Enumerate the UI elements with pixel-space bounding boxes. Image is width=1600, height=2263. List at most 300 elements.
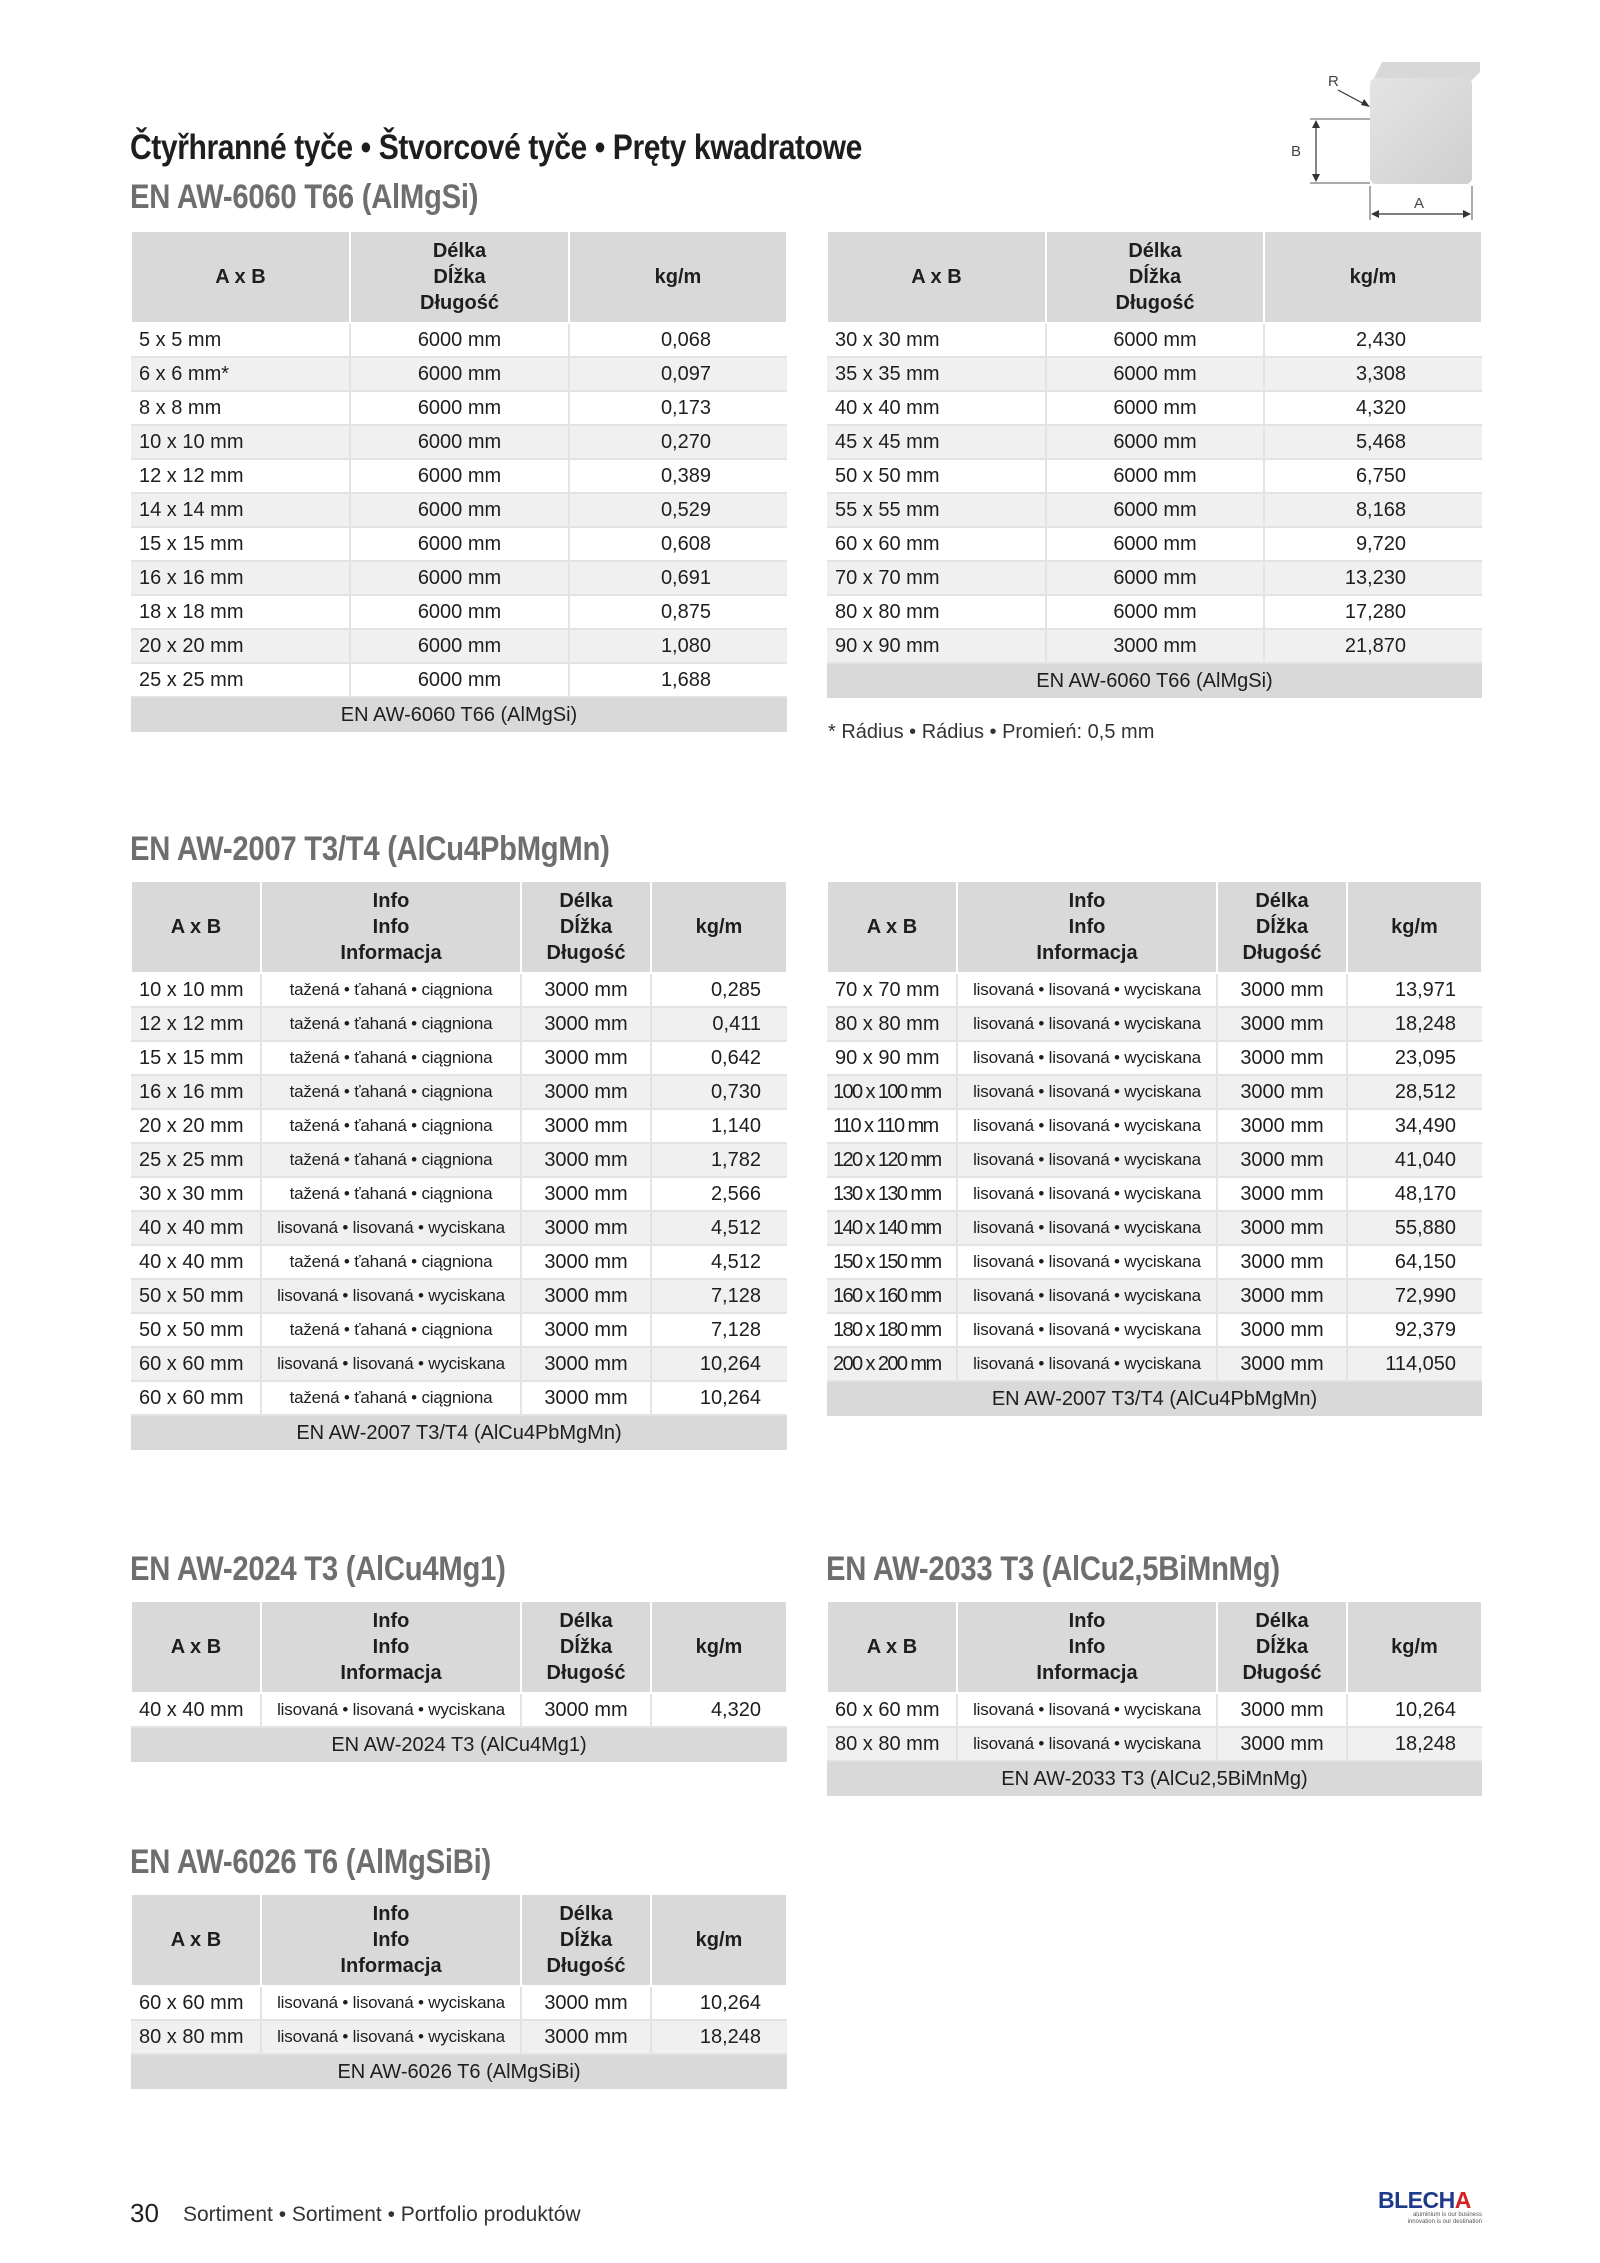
col-header-ab: A x B: [131, 1601, 261, 1693]
logo-main-text: BLECH: [1378, 2187, 1455, 2213]
cell-kg-per-m: 23,095: [1347, 1041, 1482, 1075]
table-footer-alloy: EN AW-6026 T6 (AlMgSiBi): [131, 2054, 787, 2089]
cell-kg-per-m: 1,688: [569, 663, 787, 697]
cell-length: 6000 mm: [350, 391, 569, 425]
table-row: [131, 973, 787, 1007]
cell-info: lisovaná • lisovaná • wyciskana: [261, 1347, 521, 1381]
table-footer-alloy: EN AW-2024 T3 (AlCu4Mg1): [131, 1727, 787, 1762]
cell-length: 3000 mm: [1217, 1177, 1347, 1211]
table-row: [131, 1313, 787, 1347]
cell-dimensions: 90 x 90 mm: [827, 1041, 957, 1075]
cell-kg-per-m: 18,248: [651, 2020, 787, 2054]
cell-length: 3000 mm: [521, 1007, 651, 1041]
cell-kg-per-m: 48,170: [1347, 1177, 1482, 1211]
cell-length: 3000 mm: [1217, 1143, 1347, 1177]
col-header-length: Délka Dĺžka Długość: [521, 1894, 651, 1986]
cell-info: lisovaná • lisovaná • wyciskana: [957, 1245, 1217, 1279]
cell-kg-per-m: 4,320: [1264, 391, 1482, 425]
cell-dimensions: 150 x 150 mm: [827, 1245, 957, 1279]
cell-length: 3000 mm: [1217, 1279, 1347, 1313]
cell-info: lisovaná • lisovaná • wyciskana: [261, 2020, 521, 2054]
page-title: Čtyřhranné tyče • Štvorcové tyče • Pręty kwadratowe: [130, 128, 862, 167]
cell-length: 3000 mm: [521, 1075, 651, 1109]
cell-length: 3000 mm: [1217, 973, 1347, 1007]
table-row: [827, 425, 1482, 459]
cell-kg-per-m: 114,050: [1347, 1347, 1482, 1381]
cell-info: lisovaná • lisovaná • wyciskana: [261, 1986, 521, 2020]
cell-length: 3000 mm: [1217, 1693, 1347, 1727]
cell-dimensions: 16 x 16 mm: [131, 1075, 261, 1109]
cell-dimensions: 35 x 35 mm: [827, 357, 1046, 391]
cell-length: 3000 mm: [1217, 1041, 1347, 1075]
cell-kg-per-m: 1,080: [569, 629, 787, 663]
cell-dimensions: 25 x 25 mm: [131, 1143, 261, 1177]
col-header-ab: A x B: [131, 1894, 261, 1986]
cell-dimensions: 40 x 40 mm: [131, 1245, 261, 1279]
cell-length: 3000 mm: [521, 2020, 651, 2054]
table-header-row: [131, 231, 787, 323]
footer-text: Sortiment • Sortiment • Portfolio produktów: [183, 2203, 581, 2226]
cell-kg-per-m: 4,512: [651, 1211, 787, 1245]
table-row: [131, 1143, 787, 1177]
cell-kg-per-m: 13,230: [1264, 561, 1482, 595]
table-row: [131, 1007, 787, 1041]
cell-kg-per-m: 0,529: [569, 493, 787, 527]
table-row: [131, 1211, 787, 1245]
cell-dimensions: 55 x 55 mm: [827, 493, 1046, 527]
col-header-length: Délka Dĺžka Długość: [350, 231, 569, 323]
cell-kg-per-m: 6,750: [1264, 459, 1482, 493]
table-header-row: [827, 1601, 1482, 1693]
col-header-length: Délka Dĺžka Długość: [521, 1601, 651, 1693]
table-row: [131, 1075, 787, 1109]
cell-dimensions: 60 x 60 mm: [827, 527, 1046, 561]
table-footer-alloy: EN AW-2007 T3/T4 (AlCu4PbMgMn): [131, 1415, 787, 1450]
blecha-logo: [1378, 2188, 1482, 2228]
cell-kg-per-m: 13,971: [1347, 973, 1482, 1007]
table-footer-alloy: EN AW-6060 T66 (AlMgSi): [131, 697, 787, 732]
table-row: [827, 357, 1482, 391]
cell-info: tažená • ťahaná • ciągniona: [261, 973, 521, 1007]
cell-info: lisovaná • lisovaná • wyciskana: [261, 1211, 521, 1245]
cell-length: 3000 mm: [521, 1313, 651, 1347]
cell-info: lisovaná • lisovaná • wyciskana: [957, 973, 1217, 1007]
table-row: [131, 629, 787, 663]
col-header-ab: A x B: [131, 231, 350, 323]
col-header-kgm: kg/m: [1347, 881, 1482, 973]
table-6060-small: [130, 230, 788, 732]
table-row: [827, 973, 1482, 1007]
col-header-kgm: kg/m: [569, 231, 787, 323]
cell-kg-per-m: 92,379: [1347, 1313, 1482, 1347]
cell-dimensions: 90 x 90 mm: [827, 629, 1046, 663]
cell-length: 6000 mm: [1046, 357, 1264, 391]
col-header-info: Info Info Informacja: [261, 1601, 521, 1693]
cell-kg-per-m: 10,264: [1347, 1693, 1482, 1727]
cell-dimensions: 12 x 12 mm: [131, 459, 350, 493]
cell-length: 3000 mm: [521, 1041, 651, 1075]
cell-length: 6000 mm: [350, 493, 569, 527]
cell-kg-per-m: 1,782: [651, 1143, 787, 1177]
table-row: [827, 1041, 1482, 1075]
table-6060-large: [826, 230, 1483, 698]
cell-length: 6000 mm: [350, 595, 569, 629]
col-header-ab: A x B: [827, 1601, 957, 1693]
cell-length: 3000 mm: [521, 1143, 651, 1177]
cell-length: 3000 mm: [1217, 1211, 1347, 1245]
table-row: [131, 1109, 787, 1143]
cell-length: 3000 mm: [1217, 1347, 1347, 1381]
cell-info: lisovaná • lisovaná • wyciskana: [957, 1693, 1217, 1727]
table-row: [827, 323, 1482, 357]
cell-dimensions: 60 x 60 mm: [131, 1381, 261, 1415]
table-row: [827, 1007, 1482, 1041]
col-header-kgm: kg/m: [651, 881, 787, 973]
table-row: [131, 1347, 787, 1381]
cell-kg-per-m: 7,128: [651, 1279, 787, 1313]
cell-dimensions: 40 x 40 mm: [131, 1211, 261, 1245]
cell-kg-per-m: 10,264: [651, 1347, 787, 1381]
square-bar-profile-diagram: [1290, 62, 1480, 222]
table-row: [131, 357, 787, 391]
cell-info: lisovaná • lisovaná • wyciskana: [261, 1693, 521, 1727]
col-header-kgm: kg/m: [1347, 1601, 1482, 1693]
cell-kg-per-m: 0,691: [569, 561, 787, 595]
table-footer-alloy: EN AW-6060 T66 (AlMgSi): [827, 663, 1482, 698]
cell-dimensions: 80 x 80 mm: [131, 2020, 261, 2054]
cell-dimensions: 20 x 20 mm: [131, 629, 350, 663]
cell-dimensions: 50 x 50 mm: [131, 1313, 261, 1347]
cell-dimensions: 130 x 130 mm: [827, 1177, 957, 1211]
table-row: [827, 595, 1482, 629]
cell-dimensions: 18 x 18 mm: [131, 595, 350, 629]
cell-dimensions: 40 x 40 mm: [131, 1693, 261, 1727]
table-row: [827, 1177, 1482, 1211]
cell-length: 6000 mm: [1046, 527, 1264, 561]
cell-info: lisovaná • lisovaná • wyciskana: [957, 1211, 1217, 1245]
cell-dimensions: 16 x 16 mm: [131, 561, 350, 595]
cell-dimensions: 60 x 60 mm: [131, 1347, 261, 1381]
table-header-row: [131, 881, 787, 973]
cell-length: 3000 mm: [1217, 1313, 1347, 1347]
cell-kg-per-m: 3,308: [1264, 357, 1482, 391]
cell-kg-per-m: 55,880: [1347, 1211, 1482, 1245]
cell-dimensions: 200 x 200 mm: [827, 1347, 957, 1381]
table-row: [131, 1693, 787, 1727]
table-row: [131, 1041, 787, 1075]
table-row: [827, 561, 1482, 595]
cell-length: 6000 mm: [1046, 459, 1264, 493]
cell-dimensions: 12 x 12 mm: [131, 1007, 261, 1041]
table-header-row: [827, 881, 1482, 973]
cell-info: tažená • ťahaná • ciągniona: [261, 1007, 521, 1041]
table-row: [131, 459, 787, 493]
diagram-label-b: B: [1291, 143, 1302, 160]
bar-front-face: [1370, 78, 1472, 184]
col-header-kgm: kg/m: [651, 1894, 787, 1986]
table-header-row: [131, 1601, 787, 1693]
cell-info: lisovaná • lisovaná • wyciskana: [957, 1007, 1217, 1041]
cell-length: 3000 mm: [521, 1986, 651, 2020]
cell-length: 6000 mm: [350, 663, 569, 697]
cell-length: 6000 mm: [1046, 323, 1264, 357]
cell-kg-per-m: 0,068: [569, 323, 787, 357]
cell-kg-per-m: 21,870: [1264, 629, 1482, 663]
cell-length: 3000 mm: [1217, 1007, 1347, 1041]
cell-dimensions: 70 x 70 mm: [827, 973, 957, 1007]
cell-dimensions: 15 x 15 mm: [131, 527, 350, 561]
table-row: [827, 629, 1482, 663]
page-subtitle: EN AW-6060 T66 (AlMgSi): [130, 178, 479, 216]
cell-dimensions: 6 x 6 mm*: [131, 357, 350, 391]
logo-wordmark: [1378, 2188, 1482, 2212]
cell-dimensions: 25 x 25 mm: [131, 663, 350, 697]
cell-length: 3000 mm: [521, 1347, 651, 1381]
table-row: [827, 1279, 1482, 1313]
cell-dimensions: 45 x 45 mm: [827, 425, 1046, 459]
cell-kg-per-m: 1,140: [651, 1109, 787, 1143]
cell-dimensions: 10 x 10 mm: [131, 425, 350, 459]
section-title-2024: EN AW-2024 T3 (AlCu4Mg1): [130, 1550, 506, 1588]
table-row: [827, 1727, 1482, 1761]
cell-dimensions: 80 x 80 mm: [827, 1007, 957, 1041]
cell-kg-per-m: 41,040: [1347, 1143, 1482, 1177]
table-row: [827, 1693, 1482, 1727]
col-header-kgm: kg/m: [651, 1601, 787, 1693]
cell-dimensions: 15 x 15 mm: [131, 1041, 261, 1075]
table-row: [827, 1075, 1482, 1109]
cell-info: tažená • ťahaná • ciągniona: [261, 1313, 521, 1347]
col-header-info: Info Info Informacja: [957, 881, 1217, 973]
cell-length: 3000 mm: [521, 1177, 651, 1211]
cell-kg-per-m: 0,389: [569, 459, 787, 493]
cell-kg-per-m: 34,490: [1347, 1109, 1482, 1143]
section-title-2033: EN AW-2033 T3 (AlCu2,5BiMnMg): [826, 1550, 1280, 1588]
diagram-label-r: R: [1328, 73, 1339, 90]
cell-length: 6000 mm: [350, 459, 569, 493]
cell-kg-per-m: 0,173: [569, 391, 787, 425]
cell-dimensions: 50 x 50 mm: [131, 1279, 261, 1313]
table-row: [827, 459, 1482, 493]
section-title-2007: EN AW-2007 T3/T4 (AlCu4PbMgMn): [130, 830, 610, 868]
table-header-row: [131, 1894, 787, 1986]
table-row: [131, 425, 787, 459]
col-header-length: Délka Dĺžka Długość: [1217, 1601, 1347, 1693]
cell-kg-per-m: 17,280: [1264, 595, 1482, 629]
cell-kg-per-m: 2,430: [1264, 323, 1482, 357]
cell-kg-per-m: 0,411: [651, 1007, 787, 1041]
cell-info: tažená • ťahaná • ciągniona: [261, 1381, 521, 1415]
cell-dimensions: 50 x 50 mm: [827, 459, 1046, 493]
cell-info: lisovaná • lisovaná • wyciskana: [957, 1177, 1217, 1211]
cell-length: 6000 mm: [350, 527, 569, 561]
cell-kg-per-m: 0,642: [651, 1041, 787, 1075]
table-row: [827, 1313, 1482, 1347]
cell-info: lisovaná • lisovaná • wyciskana: [261, 1279, 521, 1313]
cell-kg-per-m: 4,512: [651, 1245, 787, 1279]
page-number: 30: [130, 2198, 159, 2228]
cell-length: 3000 mm: [521, 1245, 651, 1279]
cell-info: lisovaná • lisovaná • wyciskana: [957, 1347, 1217, 1381]
table-row: [827, 1109, 1482, 1143]
cell-dimensions: 30 x 30 mm: [827, 323, 1046, 357]
table-footer-alloy: EN AW-2033 T3 (AlCu2,5BiMnMg): [827, 1761, 1482, 1796]
cell-kg-per-m: 0,097: [569, 357, 787, 391]
cell-kg-per-m: 0,608: [569, 527, 787, 561]
cell-kg-per-m: 7,128: [651, 1313, 787, 1347]
cell-dimensions: 30 x 30 mm: [131, 1177, 261, 1211]
cell-length: 3000 mm: [521, 1279, 651, 1313]
cell-kg-per-m: 28,512: [1347, 1075, 1482, 1109]
cell-info: tažená • ťahaná • ciągniona: [261, 1041, 521, 1075]
cell-dimensions: 60 x 60 mm: [131, 1986, 261, 2020]
table-row: [131, 663, 787, 697]
table-row: [827, 391, 1482, 425]
cell-length: 3000 mm: [1217, 1109, 1347, 1143]
table-2024: [130, 1600, 788, 1762]
cell-info: tažená • ťahaná • ciągniona: [261, 1143, 521, 1177]
table-row: [827, 1347, 1482, 1381]
table-row: [131, 527, 787, 561]
table-6026: [130, 1893, 788, 2089]
cell-length: 3000 mm: [1046, 629, 1264, 663]
col-header-length: Délka Dĺžka Długość: [521, 881, 651, 973]
cell-info: tažená • ťahaná • ciągniona: [261, 1177, 521, 1211]
cell-kg-per-m: 18,248: [1347, 1007, 1482, 1041]
cell-kg-per-m: 4,320: [651, 1693, 787, 1727]
col-header-ab: A x B: [827, 881, 957, 973]
cell-info: lisovaná • lisovaná • wyciskana: [957, 1727, 1217, 1761]
table-row: [131, 2020, 787, 2054]
logo-tagline: aluminium is our business innovation is our destination: [1407, 2212, 1482, 2225]
cell-kg-per-m: 0,270: [569, 425, 787, 459]
table-row: [827, 1245, 1482, 1279]
cell-dimensions: 160 x 160 mm: [827, 1279, 957, 1313]
cell-kg-per-m: 0,730: [651, 1075, 787, 1109]
cell-kg-per-m: 0,875: [569, 595, 787, 629]
cell-length: 6000 mm: [1046, 425, 1264, 459]
cell-dimensions: 120 x 120 mm: [827, 1143, 957, 1177]
cell-dimensions: 100 x 100 mm: [827, 1075, 957, 1109]
cell-length: 6000 mm: [350, 323, 569, 357]
cell-length: 3000 mm: [521, 1109, 651, 1143]
cell-kg-per-m: 5,468: [1264, 425, 1482, 459]
col-header-length: Délka Dĺžka Długość: [1046, 231, 1264, 323]
cell-kg-per-m: 18,248: [1347, 1727, 1482, 1761]
col-header-info: Info Info Informacja: [261, 881, 521, 973]
cell-length: 6000 mm: [350, 357, 569, 391]
cell-dimensions: 110 x 110 mm: [827, 1109, 957, 1143]
table-row: [131, 1279, 787, 1313]
table-2033: [826, 1600, 1483, 1796]
cell-length: 3000 mm: [521, 1211, 651, 1245]
cell-dimensions: 70 x 70 mm: [827, 561, 1046, 595]
cell-info: tažená • ťahaná • ciągniona: [261, 1109, 521, 1143]
cell-length: 3000 mm: [1217, 1245, 1347, 1279]
section-title-6026: EN AW-6026 T6 (AlMgSiBi): [130, 1843, 491, 1881]
cell-kg-per-m: 72,990: [1347, 1279, 1482, 1313]
cell-dimensions: 8 x 8 mm: [131, 391, 350, 425]
col-header-info: Info Info Informacja: [957, 1601, 1217, 1693]
cell-info: lisovaná • lisovaná • wyciskana: [957, 1041, 1217, 1075]
table-row: [131, 1381, 787, 1415]
cell-info: lisovaná • lisovaná • wyciskana: [957, 1109, 1217, 1143]
cell-kg-per-m: 2,566: [651, 1177, 787, 1211]
cell-dimensions: 180 x 180 mm: [827, 1313, 957, 1347]
cell-kg-per-m: 64,150: [1347, 1245, 1482, 1279]
cell-info: tažená • ťahaná • ciągniona: [261, 1075, 521, 1109]
cell-length: 6000 mm: [1046, 493, 1264, 527]
cell-dimensions: 80 x 80 mm: [827, 1727, 957, 1761]
table-row: [827, 493, 1482, 527]
cell-kg-per-m: 8,168: [1264, 493, 1482, 527]
col-header-ab: A x B: [131, 881, 261, 973]
table-2007-left: [130, 880, 788, 1450]
cell-dimensions: 140 x 140 mm: [827, 1211, 957, 1245]
cell-length: 6000 mm: [1046, 391, 1264, 425]
cell-info: lisovaná • lisovaná • wyciskana: [957, 1075, 1217, 1109]
table-row: [827, 1211, 1482, 1245]
table-2007-right: [826, 880, 1483, 1416]
radius-footnote: * Rádius • Rádius • Promień: 0,5 mm: [828, 721, 1155, 743]
cell-kg-per-m: 0,285: [651, 973, 787, 1007]
col-header-ab: A x B: [827, 231, 1046, 323]
table-row: [131, 1177, 787, 1211]
cell-kg-per-m: 10,264: [651, 1986, 787, 2020]
cell-length: 3000 mm: [1217, 1075, 1347, 1109]
table-footer-alloy: EN AW-2007 T3/T4 (AlCu4PbMgMn): [827, 1381, 1482, 1416]
col-header-kgm: kg/m: [1264, 231, 1482, 323]
cell-dimensions: 5 x 5 mm: [131, 323, 350, 357]
cell-dimensions: 10 x 10 mm: [131, 973, 261, 1007]
cell-length: 6000 mm: [1046, 561, 1264, 595]
cell-dimensions: 40 x 40 mm: [827, 391, 1046, 425]
cell-length: 6000 mm: [350, 425, 569, 459]
cell-length: 3000 mm: [521, 1381, 651, 1415]
cell-dimensions: 20 x 20 mm: [131, 1109, 261, 1143]
cell-info: tažená • ťahaná • ciągniona: [261, 1245, 521, 1279]
table-row: [131, 391, 787, 425]
cell-dimensions: 14 x 14 mm: [131, 493, 350, 527]
cell-kg-per-m: 10,264: [651, 1381, 787, 1415]
cell-kg-per-m: 9,720: [1264, 527, 1482, 561]
col-header-length: Délka Dĺžka Długość: [1217, 881, 1347, 973]
table-row: [131, 323, 787, 357]
diagram-label-a: A: [1414, 195, 1425, 212]
table-row: [131, 595, 787, 629]
cell-length: 3000 mm: [1217, 1727, 1347, 1761]
table-row: [131, 1986, 787, 2020]
cell-info: lisovaná • lisovaná • wyciskana: [957, 1143, 1217, 1177]
col-header-info: Info Info Informacja: [261, 1894, 521, 1986]
cell-info: lisovaná • lisovaná • wyciskana: [957, 1279, 1217, 1313]
cell-info: lisovaná • lisovaná • wyciskana: [957, 1313, 1217, 1347]
cell-length: 6000 mm: [350, 561, 569, 595]
table-row: [827, 1143, 1482, 1177]
table-row: [131, 561, 787, 595]
cell-length: 3000 mm: [521, 1693, 651, 1727]
cell-dimensions: 80 x 80 mm: [827, 595, 1046, 629]
table-header-row: [827, 231, 1482, 323]
cell-length: 6000 mm: [1046, 595, 1264, 629]
table-row: [131, 1245, 787, 1279]
logo-accent-text: A: [1454, 2187, 1471, 2213]
table-row: [131, 493, 787, 527]
table-row: [827, 527, 1482, 561]
cell-dimensions: 60 x 60 mm: [827, 1693, 957, 1727]
cell-length: 6000 mm: [350, 629, 569, 663]
cell-length: 3000 mm: [521, 973, 651, 1007]
